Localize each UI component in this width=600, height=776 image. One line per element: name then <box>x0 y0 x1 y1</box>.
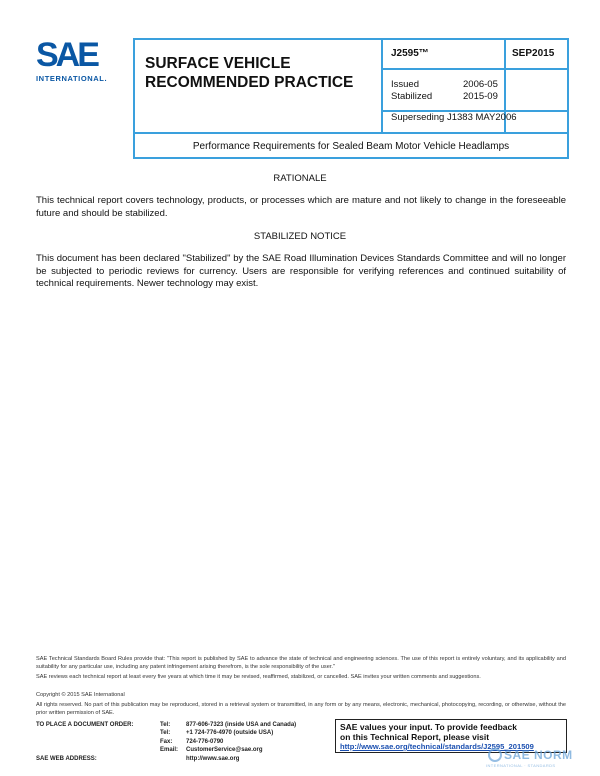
rationale-text: This technical report covers technology, products, or processes which are mature and not likely to change in the foreseeable future and should be stabilized. <box>36 195 566 219</box>
document-subject: Performance Requirements for Sealed Beam Motor Vehicle Headlamps <box>192 141 510 152</box>
watermark <box>486 748 586 772</box>
web-label: SAE WEB ADDRESS: <box>36 755 97 762</box>
issued-value: 2006-05 <box>463 79 498 90</box>
document-header <box>133 38 569 159</box>
tel-value: 877-606-7323 (inside USA and Canada) <box>186 722 297 728</box>
web-value[interactable]: http://www.sae.org <box>186 755 240 762</box>
stabilized-value: 2015-09 <box>463 91 498 102</box>
footer-copyright: Copyright © 2015 SAE International <box>36 692 125 698</box>
tel2-label: Tel: <box>160 730 171 737</box>
logo-letters: SAE <box>36 36 97 74</box>
order-label: TO PLACE A DOCUMENT ORDER: <box>36 722 134 728</box>
feedback-line-2: on this Technical Report, please visit <box>340 732 490 742</box>
title-line-1: SURFACE VEHICLE <box>145 55 291 72</box>
footer-rights: All rights reserved. No part of this publication may be reproduced, stored in a retrieval system or transmitted, in any form or by any means, electronic, mechanical, photocopying, recording, or otherwise, without the prior written permission of SAE. <box>36 702 566 716</box>
rationale-heading: RATIONALE <box>273 173 327 184</box>
stabilized-label: Stabilized <box>391 91 433 102</box>
document-type <box>135 40 383 132</box>
watermark-text: SAE NORM <box>504 748 573 762</box>
feedback-link[interactable]: http://www.sae.org/technical/standards/J2595_201509 <box>340 742 534 751</box>
fax-label: Fax: <box>160 738 173 745</box>
watermark-subtext: INTERNATIONAL · STANDARDS <box>486 763 556 768</box>
superseding-note: Superseding J1383 MAY2006 <box>391 112 517 123</box>
document-date: SEP2015 <box>512 48 555 59</box>
issued-label: Issued <box>391 79 419 90</box>
email-label: Email: <box>160 747 179 754</box>
tel2-value: +1 724-776-4970 (outside USA) <box>186 730 274 737</box>
watermark-logo-icon <box>488 748 502 762</box>
document-type-title <box>145 54 353 92</box>
sae-logo <box>36 38 120 88</box>
footer-review: SAE reviews each technical report at least every five years at which time it may be revised, reaffirmed, stabilized, or cancelled. SAE invites your written comments and suggestions. <box>36 674 481 680</box>
document-number: J2595™ <box>391 48 429 59</box>
document-subject-row <box>135 132 567 159</box>
tel-label: Tel: <box>160 722 171 728</box>
fax-value: 724-776-0790 <box>186 738 224 745</box>
feedback-line-1: SAE values your input. To provide feedback <box>340 722 517 732</box>
footer-rules: SAE Technical Standards Board Rules provide that: "This report is published by SAE to advance the state of technical and engineering sciences. The use of this report is entirely voluntary, and its applicability and suitability for any particular use, including any patent infringement arising therefrom, is the sole responsibility of the user." <box>36 656 566 670</box>
order-info <box>36 721 336 771</box>
title-line-2: RECOMMENDED PRACTICE <box>145 74 354 91</box>
stabilized-notice-text: This document has been declared "Stabilized" by the SAE Road Illumination Devices Standards Committee and will no longer be subjected to periodic reviews for currency. Users are responsible for verifying references and continued suitability of technical requirements. Newer technology may exist. <box>36 253 566 289</box>
document-history <box>383 70 569 112</box>
logo-tagline: INTERNATIONAL. <box>36 74 108 83</box>
email-value: CustomerService@sae.org <box>186 747 263 754</box>
stabilized-notice-heading: STABILIZED NOTICE <box>253 231 347 242</box>
